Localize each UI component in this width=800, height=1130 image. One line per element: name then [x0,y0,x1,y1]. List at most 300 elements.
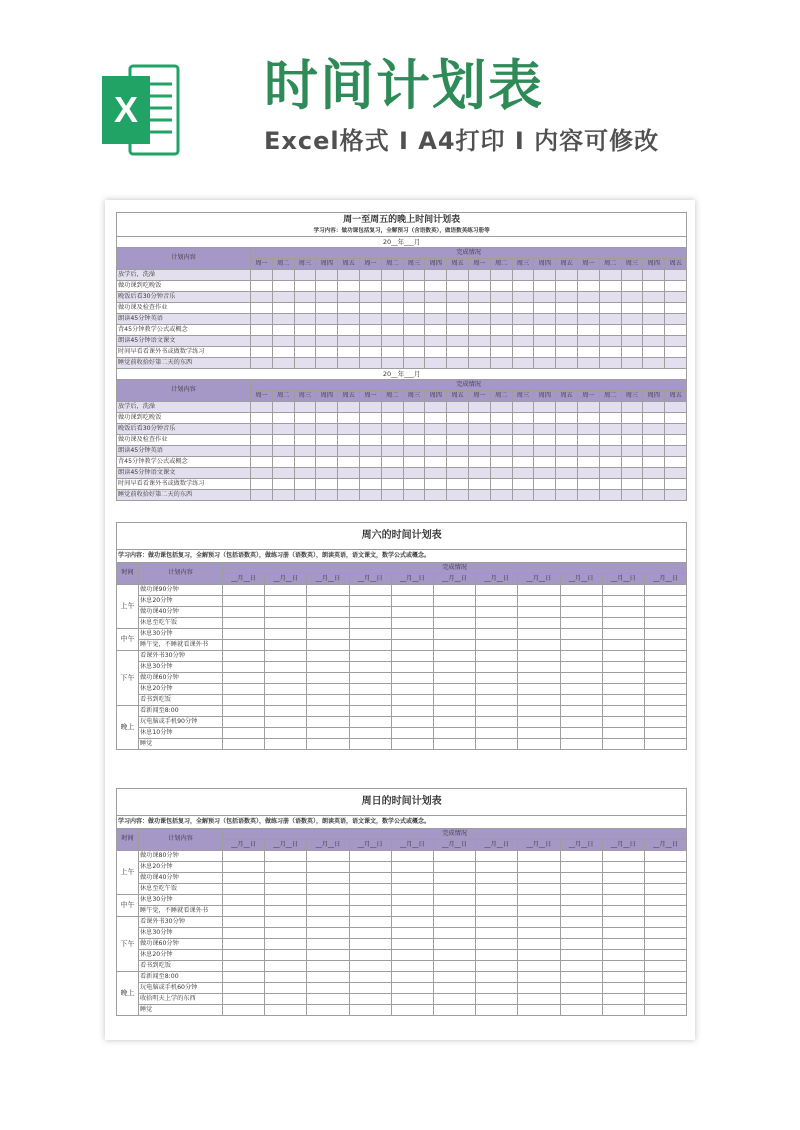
status-cell[interactable] [476,939,518,950]
status-cell[interactable] [349,873,391,884]
status-cell[interactable] [349,706,391,717]
status-cell[interactable] [265,851,307,862]
status-cell[interactable] [294,490,316,501]
status-cell[interactable] [272,479,294,490]
status-cell[interactable] [265,706,307,717]
status-cell[interactable] [391,618,433,629]
status-cell[interactable] [265,695,307,706]
status-cell[interactable] [447,435,469,446]
status-cell[interactable] [433,640,475,651]
status-cell[interactable] [518,884,560,895]
status-cell[interactable] [556,281,578,292]
status-cell[interactable] [644,862,686,873]
status-cell[interactable] [272,424,294,435]
status-cell[interactable] [447,270,469,281]
status-cell[interactable] [468,402,490,413]
status-cell[interactable] [349,851,391,862]
status-cell[interactable] [338,402,360,413]
status-cell[interactable] [621,358,643,369]
status-cell[interactable] [534,424,556,435]
status-cell[interactable] [518,585,560,596]
status-cell[interactable] [621,347,643,358]
status-cell[interactable] [223,884,265,895]
status-cell[interactable] [391,596,433,607]
status-cell[interactable] [433,961,475,972]
status-cell[interactable] [307,994,349,1005]
status-cell[interactable] [644,607,686,618]
status-cell[interactable] [433,873,475,884]
status-cell[interactable] [447,292,469,303]
status-cell[interactable] [644,585,686,596]
status-cell[interactable] [265,629,307,640]
status-cell[interactable] [643,292,665,303]
status-cell[interactable] [359,446,381,457]
status-cell[interactable] [359,468,381,479]
status-cell[interactable] [476,906,518,917]
status-cell[interactable] [294,281,316,292]
status-cell[interactable] [391,695,433,706]
status-cell[interactable] [272,303,294,314]
status-cell[interactable] [602,950,644,961]
status-cell[interactable] [644,884,686,895]
status-cell[interactable] [602,728,644,739]
status-cell[interactable] [403,402,425,413]
status-cell[interactable] [577,325,599,336]
status-cell[interactable] [534,270,556,281]
status-cell[interactable] [518,618,560,629]
status-cell[interactable] [403,457,425,468]
status-cell[interactable] [560,607,602,618]
status-cell[interactable] [403,281,425,292]
status-cell[interactable] [518,596,560,607]
status-cell[interactable] [307,629,349,640]
status-cell[interactable] [602,983,644,994]
status-cell[interactable] [391,972,433,983]
status-cell[interactable] [476,851,518,862]
status-cell[interactable] [560,640,602,651]
status-cell[interactable] [403,490,425,501]
status-cell[interactable] [349,684,391,695]
status-cell[interactable] [391,607,433,618]
status-cell[interactable] [512,347,534,358]
status-cell[interactable] [577,468,599,479]
status-cell[interactable] [425,303,447,314]
status-cell[interactable] [265,618,307,629]
status-cell[interactable] [518,928,560,939]
status-cell[interactable] [391,862,433,873]
status-cell[interactable] [644,873,686,884]
status-cell[interactable] [391,684,433,695]
status-cell[interactable] [621,490,643,501]
status-cell[interactable] [644,706,686,717]
status-cell[interactable] [556,468,578,479]
status-cell[interactable] [602,684,644,695]
status-cell[interactable] [251,446,273,457]
status-cell[interactable] [307,728,349,739]
status-cell[interactable] [265,739,307,750]
status-cell[interactable] [602,673,644,684]
status-cell[interactable] [665,281,687,292]
status-cell[interactable] [476,651,518,662]
status-cell[interactable] [560,983,602,994]
status-cell[interactable] [602,651,644,662]
status-cell[interactable] [359,358,381,369]
status-cell[interactable] [316,336,338,347]
status-cell[interactable] [391,950,433,961]
status-cell[interactable] [223,706,265,717]
status-cell[interactable] [665,292,687,303]
status-cell[interactable] [251,424,273,435]
status-cell[interactable] [518,640,560,651]
status-cell[interactable] [534,479,556,490]
status-cell[interactable] [577,435,599,446]
status-cell[interactable] [294,457,316,468]
status-cell[interactable] [560,585,602,596]
status-cell[interactable] [518,895,560,906]
status-cell[interactable] [307,640,349,651]
status-cell[interactable] [621,479,643,490]
status-cell[interactable] [534,314,556,325]
status-cell[interactable] [403,347,425,358]
status-cell[interactable] [518,950,560,961]
status-cell[interactable] [512,457,534,468]
status-cell[interactable] [307,961,349,972]
status-cell[interactable] [359,402,381,413]
status-cell[interactable] [644,1005,686,1016]
status-cell[interactable] [468,281,490,292]
status-cell[interactable] [223,618,265,629]
status-cell[interactable] [223,939,265,950]
status-cell[interactable] [518,706,560,717]
status-cell[interactable] [381,325,403,336]
status-cell[interactable] [223,950,265,961]
status-cell[interactable] [349,895,391,906]
status-cell[interactable] [338,347,360,358]
status-cell[interactable] [644,961,686,972]
status-cell[interactable] [265,862,307,873]
status-cell[interactable] [338,490,360,501]
status-cell[interactable] [560,662,602,673]
status-cell[interactable] [621,446,643,457]
status-cell[interactable] [556,402,578,413]
status-cell[interactable] [560,739,602,750]
status-cell[interactable] [223,640,265,651]
status-cell[interactable] [307,862,349,873]
status-cell[interactable] [621,281,643,292]
status-cell[interactable] [476,673,518,684]
status-cell[interactable] [391,895,433,906]
status-cell[interactable] [425,292,447,303]
status-cell[interactable] [433,706,475,717]
status-cell[interactable] [518,673,560,684]
status-cell[interactable] [272,446,294,457]
status-cell[interactable] [534,402,556,413]
status-cell[interactable] [349,728,391,739]
status-cell[interactable] [349,629,391,640]
status-cell[interactable] [359,435,381,446]
status-cell[interactable] [602,629,644,640]
status-cell[interactable] [621,270,643,281]
status-cell[interactable] [265,640,307,651]
status-cell[interactable] [490,479,512,490]
status-cell[interactable] [447,347,469,358]
status-cell[interactable] [338,303,360,314]
status-cell[interactable] [577,270,599,281]
status-cell[interactable] [338,435,360,446]
status-cell[interactable] [381,347,403,358]
status-cell[interactable] [643,490,665,501]
status-cell[interactable] [223,917,265,928]
status-cell[interactable] [599,336,621,347]
status-cell[interactable] [294,303,316,314]
status-cell[interactable] [425,281,447,292]
status-cell[interactable] [349,972,391,983]
status-cell[interactable] [476,684,518,695]
status-cell[interactable] [476,983,518,994]
status-cell[interactable] [316,479,338,490]
status-cell[interactable] [476,895,518,906]
status-cell[interactable] [433,618,475,629]
status-cell[interactable] [294,358,316,369]
status-cell[interactable] [307,651,349,662]
status-cell[interactable] [433,972,475,983]
status-cell[interactable] [447,325,469,336]
status-cell[interactable] [272,358,294,369]
status-cell[interactable] [223,607,265,618]
status-cell[interactable] [223,651,265,662]
status-cell[interactable] [468,457,490,468]
status-cell[interactable] [251,281,273,292]
status-cell[interactable] [599,325,621,336]
status-cell[interactable] [476,728,518,739]
status-cell[interactable] [272,468,294,479]
status-cell[interactable] [476,629,518,640]
status-cell[interactable] [381,446,403,457]
status-cell[interactable] [391,851,433,862]
status-cell[interactable] [223,728,265,739]
status-cell[interactable] [391,906,433,917]
status-cell[interactable] [294,336,316,347]
status-cell[interactable] [534,413,556,424]
status-cell[interactable] [349,917,391,928]
status-cell[interactable] [403,413,425,424]
status-cell[interactable] [468,336,490,347]
status-cell[interactable] [403,424,425,435]
status-cell[interactable] [307,972,349,983]
status-cell[interactable] [621,336,643,347]
status-cell[interactable] [403,468,425,479]
status-cell[interactable] [265,873,307,884]
status-cell[interactable] [476,717,518,728]
status-cell[interactable] [251,325,273,336]
status-cell[interactable] [665,347,687,358]
status-cell[interactable] [294,468,316,479]
status-cell[interactable] [476,739,518,750]
status-cell[interactable] [316,468,338,479]
status-cell[interactable] [223,596,265,607]
status-cell[interactable] [665,490,687,501]
status-cell[interactable] [251,336,273,347]
status-cell[interactable] [251,468,273,479]
status-cell[interactable] [359,325,381,336]
status-cell[interactable] [621,468,643,479]
status-cell[interactable] [518,906,560,917]
status-cell[interactable] [316,435,338,446]
status-cell[interactable] [338,281,360,292]
status-cell[interactable] [265,983,307,994]
status-cell[interactable] [294,402,316,413]
status-cell[interactable] [272,435,294,446]
status-cell[interactable] [643,446,665,457]
status-cell[interactable] [534,336,556,347]
status-cell[interactable] [518,994,560,1005]
status-cell[interactable] [447,336,469,347]
status-cell[interactable] [512,424,534,435]
status-cell[interactable] [490,270,512,281]
status-cell[interactable] [577,292,599,303]
status-cell[interactable] [447,358,469,369]
status-cell[interactable] [599,490,621,501]
status-cell[interactable] [644,851,686,862]
status-cell[interactable] [644,640,686,651]
status-cell[interactable] [602,895,644,906]
status-cell[interactable] [665,457,687,468]
status-cell[interactable] [294,424,316,435]
status-cell[interactable] [476,640,518,651]
status-cell[interactable] [560,629,602,640]
status-cell[interactable] [556,479,578,490]
status-cell[interactable] [599,281,621,292]
status-cell[interactable] [490,303,512,314]
status-cell[interactable] [447,281,469,292]
status-cell[interactable] [223,585,265,596]
status-cell[interactable] [560,884,602,895]
status-cell[interactable] [560,618,602,629]
status-cell[interactable] [265,917,307,928]
status-cell[interactable] [490,281,512,292]
status-cell[interactable] [349,662,391,673]
status-cell[interactable] [391,983,433,994]
status-cell[interactable] [251,358,273,369]
status-cell[interactable] [556,457,578,468]
status-cell[interactable] [223,961,265,972]
status-cell[interactable] [599,314,621,325]
status-cell[interactable] [447,413,469,424]
status-cell[interactable] [265,972,307,983]
status-cell[interactable] [560,706,602,717]
status-cell[interactable] [468,347,490,358]
status-cell[interactable] [577,446,599,457]
status-cell[interactable] [665,413,687,424]
status-cell[interactable] [577,281,599,292]
status-cell[interactable] [560,596,602,607]
status-cell[interactable] [265,928,307,939]
status-cell[interactable] [307,917,349,928]
status-cell[interactable] [665,446,687,457]
status-cell[interactable] [381,457,403,468]
status-cell[interactable] [307,895,349,906]
status-cell[interactable] [644,618,686,629]
status-cell[interactable] [349,906,391,917]
status-cell[interactable] [425,490,447,501]
status-cell[interactable] [512,446,534,457]
status-cell[interactable] [223,994,265,1005]
status-cell[interactable] [599,402,621,413]
status-cell[interactable] [665,303,687,314]
status-cell[interactable] [265,684,307,695]
status-cell[interactable] [490,336,512,347]
status-cell[interactable] [643,336,665,347]
status-cell[interactable] [534,347,556,358]
status-cell[interactable] [433,585,475,596]
status-cell[interactable] [381,490,403,501]
status-cell[interactable] [602,972,644,983]
status-cell[interactable] [403,314,425,325]
status-cell[interactable] [272,413,294,424]
status-cell[interactable] [665,314,687,325]
status-cell[interactable] [265,1005,307,1016]
status-cell[interactable] [381,303,403,314]
status-cell[interactable] [602,994,644,1005]
status-cell[interactable] [433,596,475,607]
status-cell[interactable] [643,435,665,446]
status-cell[interactable] [556,446,578,457]
status-cell[interactable] [447,468,469,479]
status-cell[interactable] [359,490,381,501]
status-cell[interactable] [560,728,602,739]
status-cell[interactable] [316,413,338,424]
status-cell[interactable] [223,851,265,862]
status-cell[interactable] [602,1005,644,1016]
status-cell[interactable] [338,325,360,336]
status-cell[interactable] [577,479,599,490]
status-cell[interactable] [265,884,307,895]
status-cell[interactable] [518,728,560,739]
status-cell[interactable] [518,717,560,728]
status-cell[interactable] [272,336,294,347]
status-cell[interactable] [643,424,665,435]
status-cell[interactable] [577,358,599,369]
status-cell[interactable] [403,446,425,457]
status-cell[interactable] [556,314,578,325]
status-cell[interactable] [560,717,602,728]
status-cell[interactable] [391,961,433,972]
status-cell[interactable] [518,851,560,862]
status-cell[interactable] [359,292,381,303]
status-cell[interactable] [518,651,560,662]
status-cell[interactable] [338,468,360,479]
status-cell[interactable] [359,270,381,281]
status-cell[interactable] [643,314,665,325]
status-cell[interactable] [518,662,560,673]
status-cell[interactable] [602,695,644,706]
status-cell[interactable] [425,413,447,424]
status-cell[interactable] [251,314,273,325]
status-cell[interactable] [518,917,560,928]
status-cell[interactable] [476,928,518,939]
status-cell[interactable] [294,347,316,358]
status-cell[interactable] [644,994,686,1005]
status-cell[interactable] [602,640,644,651]
status-cell[interactable] [349,961,391,972]
status-cell[interactable] [665,424,687,435]
status-cell[interactable] [560,928,602,939]
status-cell[interactable] [602,618,644,629]
status-cell[interactable] [518,629,560,640]
status-cell[interactable] [512,358,534,369]
status-cell[interactable] [468,479,490,490]
status-cell[interactable] [476,917,518,928]
